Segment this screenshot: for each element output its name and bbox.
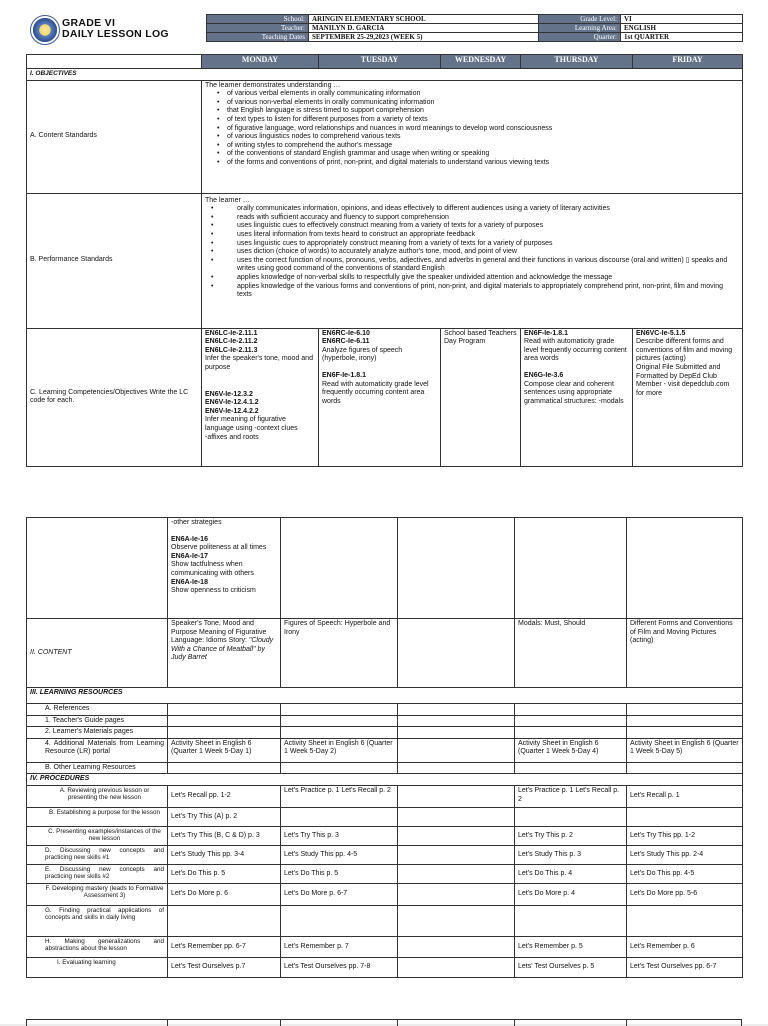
competencies-wednesday (441, 328, 521, 466)
resource-cell: Activity Sheet in English 6 (Quarter 1 Week 5-Day 2) (281, 738, 398, 762)
quarter-label: Quarter: (539, 33, 621, 42)
page-title (62, 18, 169, 40)
area-value: ENGLISH (621, 24, 743, 33)
resource-cell (627, 704, 743, 716)
competencies-thursday (521, 328, 633, 466)
procedure-cell: Let's Try This pp. 1-2 (627, 826, 743, 845)
resource-cell (168, 727, 281, 739)
content-standards-list (205, 90, 739, 167)
day-header-monday: MONDAY (202, 55, 319, 69)
competency-text: Compose clear and coherent sentences using appropriate grammatical structures: -modals (524, 380, 624, 405)
procedure-cell: Let's Remember pp. 6-7 (168, 936, 281, 957)
procedure-cell: Let's Do This pp. 4-5 (627, 864, 743, 883)
competencies-tuesday (319, 328, 441, 466)
procedure-cell: Let's Do More p. 6 (168, 883, 281, 905)
competency-text: School based Teachers Day Program (444, 329, 517, 346)
procedure-cell (398, 845, 515, 864)
list-item: • of various linguistics nodes to comprehend various texts (217, 133, 739, 142)
objectives-table (26, 54, 743, 467)
procedure-label: F. Developing mastery (leads to Formative Assessment 3) (27, 883, 168, 905)
list-item: • uses linguistic cues to effectively construct meaning from a variety of texts for a variety of purposes (211, 222, 739, 231)
resource-cell (168, 704, 281, 716)
content-label: II. CONTENT (27, 619, 168, 688)
procedure-cell: Let's Study This pp. 2-4 (627, 845, 743, 864)
procedure-cell (627, 905, 743, 936)
competency-text: Read with automaticity grade level frequently occurring content area words (322, 380, 429, 405)
grade-value: VI (621, 15, 743, 24)
content-thursday: Modals: Must, Should (515, 619, 627, 688)
procedure-cell: Let's Practice p. 1 Let's Recall p. 2 (515, 785, 627, 807)
competency-text: Show tactfulness when communicating with others (171, 561, 254, 577)
lc-code: EN6RC-Ie-6.10 (322, 329, 370, 337)
procedure-cell: Let's Do More pp. 5-6 (627, 883, 743, 905)
grade-label: Grade Level: (539, 15, 621, 24)
competency-text: Analyze figures of speech (hyperbole, irony) (322, 346, 403, 363)
continued-wednesday (398, 518, 515, 619)
procedure-cell: Let's Do This p. 4 (515, 864, 627, 883)
procedure-cell: Let's Test Ourselves p.7 (168, 957, 281, 977)
list-item: • of writing styles to comprehend the author's message (217, 142, 739, 151)
procedure-label: C. Presenting examples/instances of the new lesson (27, 826, 168, 845)
competency-text: -affixes and roots (205, 433, 259, 441)
procedure-cell: Let's Test Ourselves pp. 6-7 (627, 957, 743, 977)
continued-thursday (515, 518, 627, 619)
teacher-label: Teacher: (207, 24, 309, 33)
procedure-label: A. Reviewing previous lesson or presenting the new lesson (27, 785, 168, 807)
procedure-cell (398, 957, 515, 977)
content-monday (168, 619, 281, 688)
performance-standards-label: B. Performance Standards (27, 193, 202, 328)
continued-monday (168, 518, 281, 619)
lc-code: EN6A-Ie-16 (171, 535, 208, 543)
list-item: • uses the correct function of nouns, pronouns, verbs, adjectives, and adverbs in general and their functions in various discourse (oral and written) ▯ speaks and writes using good command of the conventions of standard English (211, 257, 739, 274)
story-label: Story: (228, 637, 249, 645)
lc-code: EN6V-Ie-12.4.1.2 (205, 399, 259, 407)
resource-cell (398, 762, 515, 774)
procedure-cell (398, 807, 515, 826)
procedure-label: H. Making generalizations and abstractions about the lesson (27, 936, 168, 957)
next-page-table-edge (26, 1019, 742, 1026)
continued-tuesday (281, 518, 398, 619)
lc-code: EN6A-Ie-18 (171, 578, 208, 586)
resource-cell (515, 704, 627, 716)
competencies-label: C. Learning Competencies/Objectives Write the LC code for each. (27, 328, 202, 466)
procedure-cell: Let's Study This p. 3 (515, 845, 627, 864)
resource-label: A. References (27, 704, 168, 716)
resource-cell (398, 715, 515, 727)
procedure-cell (627, 807, 743, 826)
procedure-cell: Let's Study This pp. 3-4 (168, 845, 281, 864)
lc-code: EN6V-Ie-12.3.2 (205, 390, 253, 398)
resource-cell: Activity Sheet in English 6 (Quarter 1 Week 5-Day 1) (168, 738, 281, 762)
objectives-section-title: I. OBJECTIVES (27, 69, 743, 81)
lc-code: EN6F-Ie-1.8.1 (322, 371, 366, 379)
resources-section-title: III. LEARNING RESOURCES (27, 688, 743, 704)
procedure-cell (398, 785, 515, 807)
procedure-cell: Let's Do More p. 4 (515, 883, 627, 905)
continued-label-cell (27, 518, 168, 619)
procedure-cell: Let's Do This p. 5 (281, 864, 398, 883)
lc-code: EN6VC-Ie-5.1.5 (636, 329, 686, 337)
procedure-cell: Let's Remember p. 7 (281, 936, 398, 957)
content-wednesday (398, 619, 515, 688)
procedure-cell: Let's Try This (B, C & D) p. 3 (168, 826, 281, 845)
content-standards-label: A. Content Standards (27, 80, 202, 193)
resource-cell (281, 727, 398, 739)
resource-cell: Activity Sheet in English 6 (Quarter 1 Week 5-Day 5) (627, 738, 743, 762)
procedure-cell: Lets' Test Ourselves p. 5 (515, 957, 627, 977)
procedure-cell: Let's Recall p. 1 (627, 785, 743, 807)
lc-code: EN6V-Ie-12.4.2.2 (205, 407, 259, 415)
procedure-cell (515, 905, 627, 936)
procedure-label: I. Evaluating learning (27, 957, 168, 977)
procedure-cell: Let's Recall pp. 1-2 (168, 785, 281, 807)
resource-cell (627, 715, 743, 727)
lc-code: EN6LC-Ie-2.11.2 (205, 338, 258, 346)
resource-cell (515, 762, 627, 774)
resource-cell (281, 715, 398, 727)
resource-label: 1. Teacher's Guide pages (27, 715, 168, 727)
title-dll: DAILY LESSON LOG (62, 28, 169, 40)
competency-text: Infer the speaker's tone, mood and purpose (205, 355, 313, 371)
resource-cell (398, 704, 515, 716)
procedure-cell: Let's Do More p. 6-7 (281, 883, 398, 905)
school-label: School: (207, 15, 309, 24)
list-item: • applies knowledge of the various forms and conventions of print, non-print, and digital materials to appropriately comprehend print, non-print, film and moving texts (211, 283, 739, 300)
list-item: • of the conventions of standard English grammar and usage when writing or speaking (217, 150, 739, 159)
procedure-cell (398, 936, 515, 957)
teacher-value: MANILYN D. GARCIA (309, 24, 539, 33)
competency-text: Describe different forms and conventions of film and moving pictures (acting) (636, 338, 733, 363)
procedure-label: D. Discussing new concepts and practicing new skills #1 (27, 845, 168, 864)
procedure-label: E. Discussing new concepts and practicing new skills #2 (27, 864, 168, 883)
procedure-cell (281, 807, 398, 826)
procedure-cell: Let's Practice p. 1 Let's Recall p. 2 (281, 785, 398, 807)
lc-code: EN6G-Ie-3.6 (524, 371, 564, 379)
deped-seal-icon (30, 15, 60, 45)
procedure-cell: Let's Try This p. 3 (281, 826, 398, 845)
area-label: Learning Area: (539, 24, 621, 33)
resource-cell: Activity Sheet in English 6 (Quarter 1 Week 5-Day 4) (515, 738, 627, 762)
day-header-tuesday: TUESDAY (319, 55, 441, 69)
content-standards-cell (202, 80, 743, 193)
procedure-cell (398, 905, 515, 936)
list-item: • of figurative language, word relationships and nuances in word meanings to develop word consciousness (217, 125, 739, 134)
quarter-value: 1st QUARTER (621, 33, 743, 42)
list-item: • uses diction (choice of words) to accurately analyze author's tone, mood, and point of view (211, 248, 739, 257)
procedure-cell: Let's Do This p. 5 (168, 864, 281, 883)
day-header-friday: FRIDAY (633, 55, 743, 69)
continued-friday (627, 518, 743, 619)
resource-cell (168, 762, 281, 774)
procedure-label: G. Finding practical applications of concepts and skills in daily living (27, 905, 168, 936)
competency-text: Show openness to criticism (171, 587, 256, 595)
content-standards-intro: The learner demonstrates understanding … (205, 81, 341, 89)
header-info-table (206, 14, 743, 42)
performance-standards-list (205, 205, 739, 300)
procedure-cell (398, 864, 515, 883)
resource-cell (627, 727, 743, 739)
day-header-thursday: THURSDAY (521, 55, 633, 69)
resource-label: 4. Additional Materials from Learning Resource (LR) portal (27, 738, 168, 762)
resource-label: B. Other Learning Resources (27, 762, 168, 774)
procedure-cell: Let's Try This (A) p. 2 (168, 807, 281, 826)
procedure-cell (281, 905, 398, 936)
competency-text: Read with automaticity grade level frequently occurring content area words (524, 338, 627, 363)
procedure-cell: Let's Study This pp. 4-5 (281, 845, 398, 864)
corner-cell (27, 55, 202, 69)
resource-cell (515, 727, 627, 739)
list-item: • applies knowledge of non-verbal skills to respectfully give the speaker undivided attention and acknowledge the message (211, 274, 739, 283)
competencies-friday (633, 328, 743, 466)
resource-cell (281, 704, 398, 716)
resource-label: 2. Learner's Materials pages (27, 727, 168, 739)
list-item: • reads with sufficient accuracy and fluency to support comprehension (211, 214, 739, 223)
procedure-cell: Let's Remember p. 5 (515, 936, 627, 957)
lc-code: EN6LC-Ie-2.11.3 (205, 346, 258, 354)
lc-code: EN6F-Ie-1.8.1 (524, 329, 568, 337)
procedure-cell (515, 807, 627, 826)
list-item: • orally communicates information, opinions, and ideas effectively to different audiences using a variety of literary activities (211, 205, 739, 214)
list-item: • uses literal information from texts heard to construct an appropriate feedback (211, 231, 739, 240)
procedure-cell: Let's Remember p. 6 (627, 936, 743, 957)
competency-text: -other strategies (171, 519, 222, 526)
procedure-cell: Let's Try This p. 2 (515, 826, 627, 845)
procedure-cell: Let's Test Ourselves pp. 7-8 (281, 957, 398, 977)
competencies-monday (202, 328, 319, 466)
procedure-label: B. Establishing a purpose for the lesson (27, 807, 168, 826)
content-tuesday: Figures of Speech: Hyperbole and Irony (281, 619, 398, 688)
lc-code: EN6RC-Ie-6.11 (322, 338, 370, 346)
resource-cell (398, 738, 515, 762)
title-grade: GRADE VI (62, 17, 116, 29)
list-item: • of text types to listen for different purposes from a variety of texts (217, 116, 739, 125)
resource-cell (281, 762, 398, 774)
resource-cell (398, 727, 515, 739)
content-text: Speaker's Tone, Mood and Purpose Meaning of Figurative Language: Idioms (171, 620, 267, 645)
performance-standards-intro: The learner … (205, 196, 250, 204)
list-item: • that English language is stress timed to support comprehension (217, 107, 739, 116)
lc-code: EN6A-Ie-17 (171, 552, 208, 560)
school-value: ARINGIN ELEMENTARY SCHOOL (309, 15, 539, 24)
day-header-wednesday: WEDNESDAY (441, 55, 521, 69)
dates-label: Teaching Dates (207, 33, 309, 42)
performance-standards-cell (202, 193, 743, 328)
competency-text: Observe politeness at all times (171, 544, 267, 552)
resource-cell (627, 762, 743, 774)
competency-text: Original File Submitted and Formatted by DepEd Club Member - visit depedclub.com for more (636, 363, 730, 397)
resource-cell (515, 715, 627, 727)
list-item: • uses linguistic cues to appropriately construct meaning from a variety of texts for a variety of purposes (211, 240, 739, 249)
lc-code: EN6LC-Ie-2.11.1 (205, 329, 258, 337)
list-item: • of the forms and conventions of print, non-print, and digital materials to understand various viewing texts (217, 159, 739, 168)
procedure-cell (168, 905, 281, 936)
list-item: • of various verbal elements in orally communicating information (217, 90, 739, 99)
procedure-cell (398, 826, 515, 845)
procedures-table (26, 517, 743, 978)
procedure-cell (398, 883, 515, 905)
dates-value: SEPTEMBER 25-29,2023 (WEEK 5) (309, 33, 539, 42)
content-friday: Different Forms and Conventions of Film and Moving Pictures (acting) (627, 619, 743, 688)
resource-cell (168, 715, 281, 727)
story-title: "Cloudy With a Chance of Meatball" by Judy Barret (171, 637, 274, 662)
procedures-section-title: IV. PROCEDURES (27, 774, 743, 786)
list-item: • of various non-verbal elements in orally communicating information (217, 99, 739, 108)
competency-text: Infer meaning of figurative language using -context clues (205, 416, 298, 432)
